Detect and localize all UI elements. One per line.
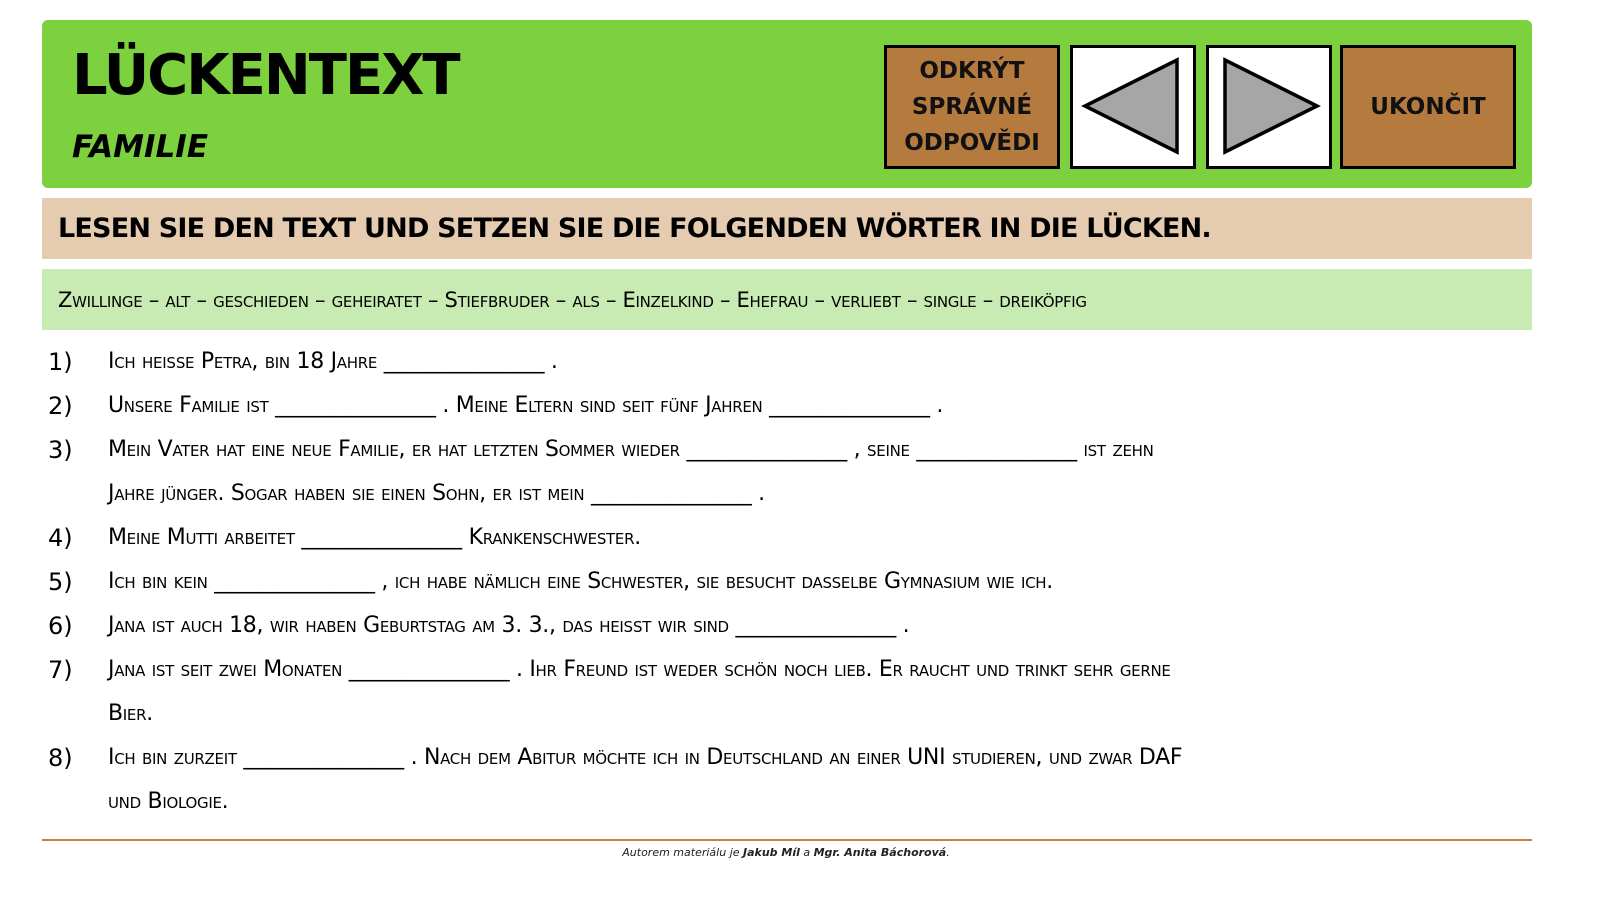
footer-credits xyxy=(0,846,1572,859)
exercise-text: Jana ist auch 18, wir haben Geburtstag am 3. 3., das heißt wir sind _______________ . xyxy=(108,613,910,638)
instruction-bar xyxy=(42,198,1532,259)
word-bank xyxy=(42,269,1532,330)
footer-suffix: . xyxy=(946,846,950,859)
footer-author-2: Mgr. Anita Báchorová xyxy=(813,846,947,859)
exercise-number: 1) xyxy=(48,348,73,376)
exercise-number: 3) xyxy=(48,436,73,464)
exercise-text: Mein Vater hat eine neue Familie, er hat letzten Sommer wieder _______________ , seine _______________ ist zehn Jahre jünger. Sogar haben sie einen Sohn, er ist mein _______________ . xyxy=(108,437,1154,506)
exit-label: UKONČIT xyxy=(1370,94,1486,120)
exercise-item xyxy=(48,560,1528,604)
exercise-item xyxy=(48,648,1528,736)
exercise-number: 7) xyxy=(48,656,73,684)
exercise-text: Jana ist seit zwei Monaten _______________ . Ihr Freund ist weder schön noch lieb. Er raucht und trinkt sehr gerne Bier. xyxy=(108,657,1171,726)
exercise-number: 6) xyxy=(48,612,73,640)
exercise-text: Meine Mutti arbeitet _______________ Krankenschwester. xyxy=(108,525,641,550)
instruction-text: LESEN SIE DEN TEXT UND SETZEN SIE DIE FOLGENDEN WÖRTER IN DIE LÜCKEN. xyxy=(58,213,1211,244)
exercise-number: 4) xyxy=(48,524,73,552)
previous-button[interactable] xyxy=(1070,45,1196,169)
exercise-text: Ich heiße Petra, bin 18 Jahre _______________ . xyxy=(108,349,558,374)
footer-author-1: Jakub Míl xyxy=(743,846,800,859)
reveal-answers-button[interactable] xyxy=(884,45,1060,169)
word-bank-text: Zwillinge – alt – geschieden – geheiratet – Stiefbruder – als – Einzelkind – Ehefrau – verliebt – single – dreiköpfig xyxy=(58,287,1087,312)
triangle-left-icon xyxy=(1081,56,1185,158)
reveal-answers-label: ODKRÝT SPRÁVNÉ ODPOVĚDI xyxy=(904,58,1040,156)
exercise-text: Ich bin zurzeit _______________ . Nach dem Abitur möchte ich in Deutschland an einer UNI studieren, und zwar DAF und Biologie. xyxy=(108,745,1183,814)
footer-prefix: Autorem materiálu je xyxy=(622,846,744,859)
next-button[interactable] xyxy=(1206,45,1332,169)
exercise-list xyxy=(48,340,1528,824)
page-title: LÜCKENTEXT xyxy=(72,43,459,108)
exercise-item xyxy=(48,428,1528,516)
exercise-item xyxy=(48,604,1528,648)
header-bar xyxy=(42,20,1532,188)
exercise-number: 5) xyxy=(48,568,73,596)
exercise-item xyxy=(48,340,1528,384)
triangle-right-icon xyxy=(1217,56,1321,158)
exercise-item xyxy=(48,736,1528,824)
footer-divider xyxy=(42,839,1532,841)
page-subtitle: FAMILIE xyxy=(72,129,209,165)
exercise-number: 8) xyxy=(48,744,73,772)
exercise-text: Unsere Familie ist _______________ . Meine Eltern sind seit fünf Jahren _______________ . xyxy=(108,393,944,418)
exit-button[interactable] xyxy=(1340,45,1516,169)
exercise-text: Ich bin kein _______________ , ich habe nämlich eine Schwester, sie besucht dasselbe Gymnasium wie ich. xyxy=(108,569,1053,594)
footer-connector: a xyxy=(799,846,814,859)
exercise-item xyxy=(48,384,1528,428)
exercise-item xyxy=(48,516,1528,560)
exercise-number: 2) xyxy=(48,392,73,420)
